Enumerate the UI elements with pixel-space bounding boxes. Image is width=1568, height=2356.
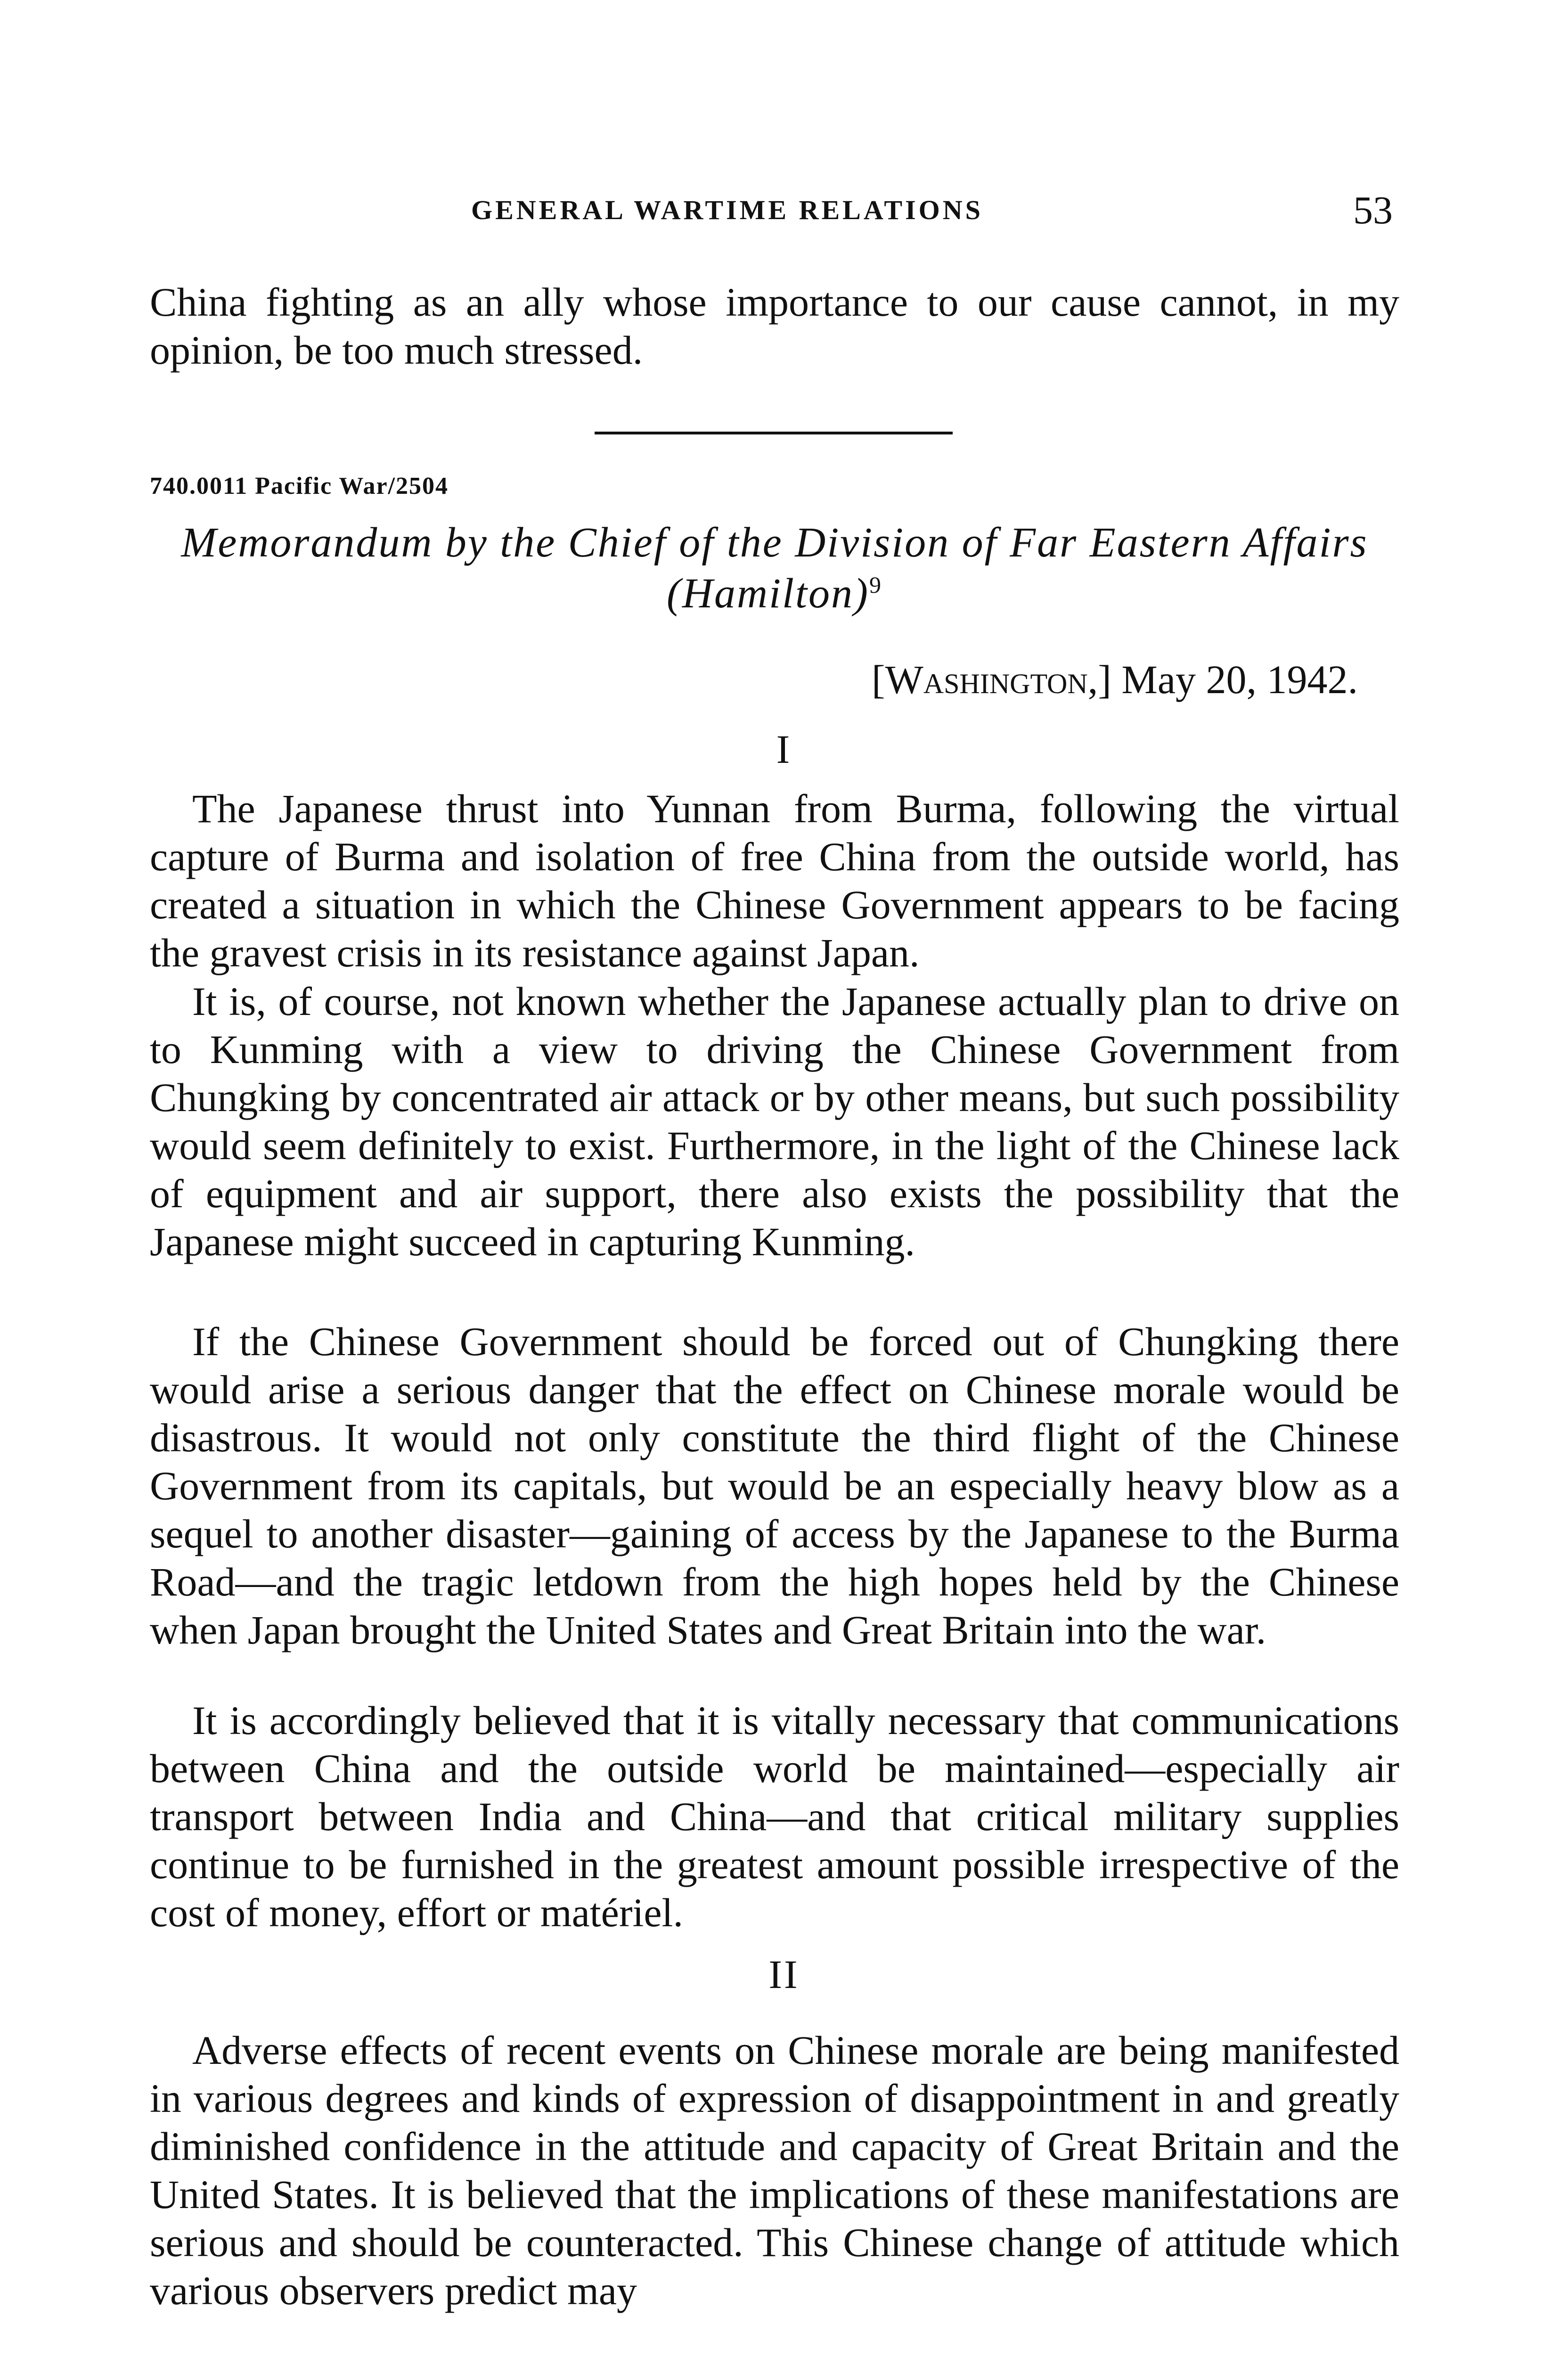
file-number: 740.0011 Pacific War/2504 <box>150 473 449 499</box>
dateline <box>872 656 1358 703</box>
section-number: I <box>776 727 792 772</box>
paragraph: Adverse effects of recent events on Chinese morale are being manifested in various degrees and kinds of expression of disappointment in and greatly diminished confidence in the attitude and capacity of Great Britain and the United States. It is believed that the implications of these manifestations are serious and should be counteracted. This Chinese change of attitude which various observers predict may <box>150 2028 1399 2313</box>
section-number: II <box>768 1952 800 1997</box>
document-title <box>150 517 1399 619</box>
document-title-line1: Memorandum by the Chief of the Division of Far Eastern Affairs <box>181 519 1368 566</box>
continuation-paragraph: China fighting as an ally whose importance to our cause cannot, in my opinion, be too much stressed. <box>150 279 1399 373</box>
running-head: GENERAL WARTIME RELATIONS <box>471 195 983 225</box>
dateline-place: [Washington,] <box>872 657 1111 702</box>
separator-rule <box>595 432 953 434</box>
document-title-line2: (Hamilton) <box>667 570 869 617</box>
dateline-date: May 20, 1942. <box>1121 657 1358 702</box>
paragraph: The Japanese thrust into Yunnan from Burma, following the virtual capture of Burma and isolation of free China from the outside world, has created a situation in which the Chinese Government appears to be facing the gravest crisis in its resistance against Japan. <box>150 786 1399 975</box>
page-number: 53 <box>1353 188 1393 232</box>
title-footnote-ref: 9 <box>869 572 882 598</box>
paragraph: If the Chinese Government should be forced out of Chungking there would arise a serious danger that the effect on Chinese morale would be disastrous. It would not only constitute the third flight of the Chinese Government from its capitals, but would be an especially heavy blow as a sequel to another disaster—gaining of access by the Japanese to the Burma Road—and the tragic letdown from the high hopes held by the Chinese when Japan brought the United States and Great Britain into the war. <box>150 1319 1399 1652</box>
paragraph: It is accordingly believed that it is vitally necessary that communications between China and the outside world be maintained—especially air transport between India and China—and that critical military supplies continue to be furnished in the greatest amount possible irrespective of the cost of money, effort or matériel. <box>150 1698 1399 1935</box>
paragraph: It is, of course, not known whether the Japanese actually plan to drive on to Kunming with a view to driving the Chinese Government from Chungking by concentrated air attack or by other means, but such possibility would seem definitely to exist. Furthermore, in the light of the Chinese lack of equipment and air support, there also exists the possibility that the Japanese might succeed in capturing Kunming. <box>150 979 1399 1264</box>
